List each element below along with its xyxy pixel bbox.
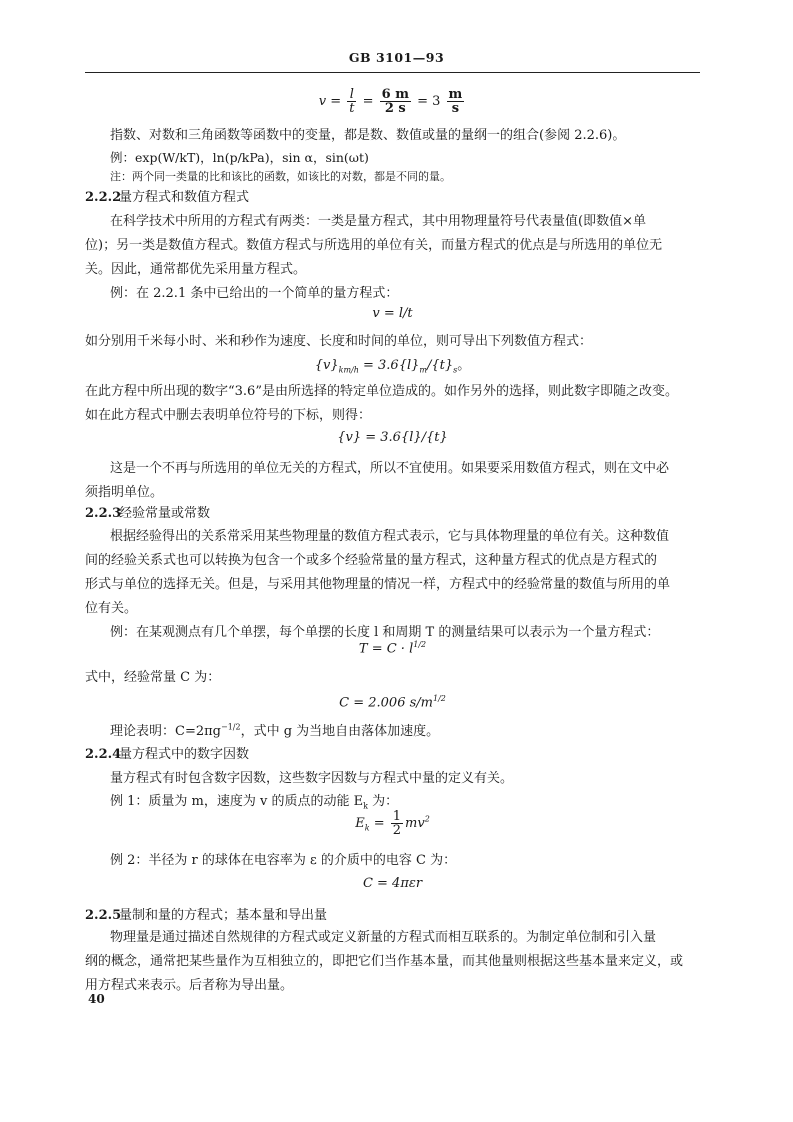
equation-numerical: $\{v\}_{km/h} = 3.6\{l\}_m/\{t\}_s$。 bbox=[314, 358, 471, 375]
example-capacitance: 例 2：半径为 r 的球体在电容率为 ε 的介质中的电容 C 为： bbox=[110, 853, 457, 868]
paragraph-empirical-4: 位有关。 bbox=[85, 601, 138, 616]
paragraph-numeric-factors: 量方程式有时包含数字因数，这些数字因数与方程式中量的定义有关。 bbox=[110, 771, 514, 786]
paragraph-number-3-6-2: 如在此方程式中删去表明单位符号的下标，则得： bbox=[85, 408, 372, 423]
paragraph-empirical-3: 形式与单位的选择无关。但是，与采用其他物理量的情况一样，方程式中的经验常量的数值与所用的单 bbox=[85, 577, 671, 592]
equation-v-l-t: v = l/t bbox=[372, 306, 413, 321]
paragraph-equation-types-2: 位)；另一类是数值方程式。数值方程式与所选用的单位有关，而量方程式的优点是与所选用的单位无 bbox=[85, 238, 663, 253]
document-header: GB 3101—93 bbox=[348, 50, 445, 65]
paragraph-units-derivation: 如分别用千米每小时、米和秒作为速度、长度和时间的单位，则可导出下列数值方程式： bbox=[85, 334, 593, 349]
example-functions: 例：exp(W/kT)，ln(p/kPa)，sin α，sin(ωt) bbox=[110, 150, 369, 165]
formula-velocity: v = $\frac{l}{t}$ = $\frac{6 m}{2 s}$ = 3 $\frac{m}{s}$ bbox=[318, 87, 463, 116]
paragraph-quantity-system-1: 物理量是通过描述自然规律的方程式或定义新量的方程式而相互联系的。为制定单位制和引入量 bbox=[110, 930, 657, 945]
paragraph-quantity-system-3: 用方程式来表示。后者称为导出量。 bbox=[85, 978, 294, 993]
paragraph-equation-types-1: 在科学技术中所用的方程式有两类：一类是量方程式，其中用物理量符号代表量值(即数值×单 bbox=[110, 214, 646, 229]
header-rule bbox=[85, 72, 700, 73]
paragraph-empirical-2: 间的经验关系式也可以转换为包含一个或多个经验常量的量方程式，这种量方程式的优点是方程式的 bbox=[85, 553, 658, 568]
paragraph-quantity-system-2: 纲的概念，通常把某些量作为互相独立的，即把它们当作基本量，而其他量则根据这些基本量来定义，或 bbox=[85, 954, 684, 969]
paragraph-theory: 理论表明：$C=2\pi g^{-1/2}$，式中 g 为当地自由落体加速度。 bbox=[110, 722, 440, 739]
paragraph-empirical-1: 根据经验得出的关系常采用某些物理量的数值方程式表示，它与具体物理量的单位有关。这种数值 bbox=[110, 529, 670, 544]
paragraph-variables: 指数、对数和三角函数等函数中的变量，都是数、数值或量的量纲一的组合(参阅 2.2.6)。 bbox=[110, 128, 626, 143]
note-ratios: 注：两个同一类量的比和该比的函数，如该比的对数，都是不同的量。 bbox=[110, 170, 451, 183]
section-2-2-5-heading: 2.2.5量制和量的方程式；基本量和导出量 bbox=[85, 908, 328, 923]
equation-kinetic-energy: $E_k$ = $\frac{1}{2}$ $mv^2$ bbox=[355, 809, 430, 838]
paragraph-not-recommended-2: 须指明单位。 bbox=[85, 485, 164, 500]
equation-pendulum: $T = C \cdot l^{1/2}$ bbox=[358, 640, 427, 657]
paragraph-number-3-6-1: 在此方程中所出现的数字“3.6”是由所选择的特定单位造成的。如作另外的选择，则此数字即随之改变。 bbox=[85, 384, 678, 399]
paragraph-not-recommended-1: 这是一个不再与所选用的单位无关的方程式，所以不宜使用。如果要采用数值方程式，则在文中必 bbox=[110, 461, 670, 476]
example-pendulum: 例：在某观测点有几个单摆，每个单摆的长度 l 和周期 T 的测量结果可以表示为一个量方程式： bbox=[110, 625, 660, 640]
example-simple-equation: 例：在 2.2.1 条中已给出的一个简单的量方程式： bbox=[110, 286, 399, 301]
equation-constant-c: C = 2.006 $s/m^{1/2}$ bbox=[339, 694, 446, 711]
example-kinetic-energy: 例 1：质量为 m，速度为 v 的质点的动能 $E_k$ 为： bbox=[110, 794, 399, 811]
page-number: 40 bbox=[88, 992, 105, 1006]
paragraph-empirical-constant: 式中，经验常量 C 为： bbox=[85, 670, 221, 685]
section-2-2-4-heading: 2.2.4量方程式中的数字因数 bbox=[85, 747, 250, 762]
equation-plain: {v} = 3.6{l}/{t} bbox=[337, 430, 448, 445]
equation-capacitance: C = 4πεr bbox=[362, 876, 423, 891]
section-2-2-2-heading: 2.2.2量方程式和数值方程式 bbox=[85, 190, 250, 205]
section-2-2-3-heading: 2.2.3经验常量或常数 bbox=[85, 506, 211, 521]
paragraph-equation-types-3: 关。因此，通常都优先采用量方程式。 bbox=[85, 262, 307, 277]
